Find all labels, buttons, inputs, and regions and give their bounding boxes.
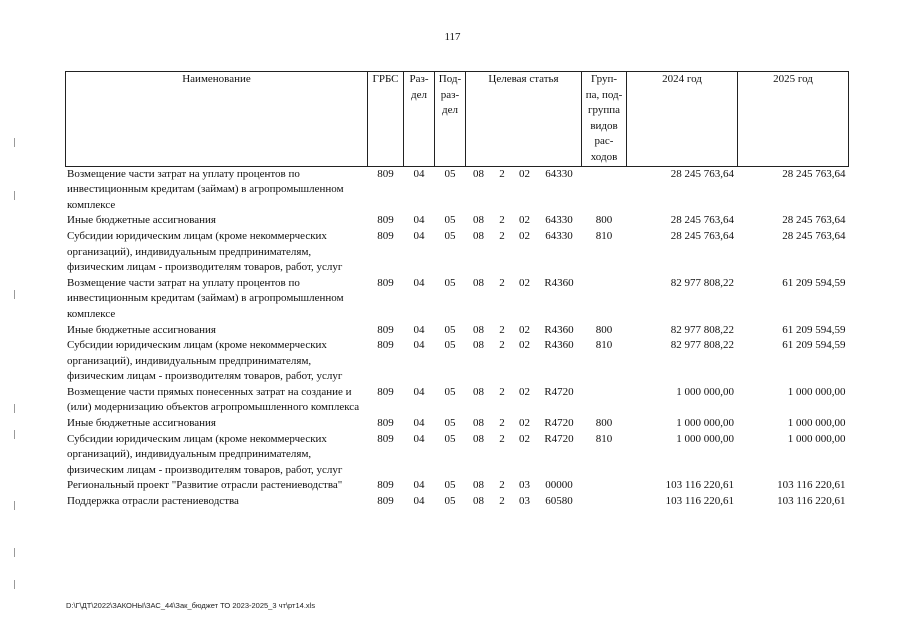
header-podrazdel: Под- раз- дел	[435, 72, 466, 167]
budget-table	[65, 71, 849, 510]
row-target-direction: R4360	[544, 323, 574, 336]
row-grbs: 809	[377, 214, 394, 227]
row-podrazdel: 05	[444, 276, 456, 289]
row-razdel: 04	[413, 229, 425, 242]
row-expense-group	[582, 385, 627, 416]
row-name: Субсидии юридическим лицам (кроме некоммерческих организаций), индивидуальным предпринимателям, физическим лицам - производителям товаров, работ, услуг	[67, 339, 343, 383]
table-row	[66, 229, 849, 276]
row-grbs: 809	[377, 229, 394, 242]
row-target-event: 02	[519, 276, 530, 289]
table-row	[66, 385, 849, 416]
row-target-program: 08	[473, 385, 484, 398]
header-target-article: Целевая статья	[466, 72, 582, 167]
row-razdel: 04	[413, 323, 425, 336]
row-amount-2024: 82 977 808,22	[670, 323, 734, 336]
row-expense-group: 810	[595, 432, 613, 445]
row-name: Возмещение части затрат на уплату процентов по инвестиционным кредитам (займам) в агропромышленном комплексе	[67, 276, 344, 320]
table-header-row	[66, 72, 849, 167]
row-target-program: 08	[473, 229, 484, 242]
row-target-direction: R4360	[544, 339, 574, 352]
row-target-program: 08	[473, 417, 484, 430]
row-name: Субсидии юридическим лицам (кроме некоммерческих организаций), индивидуальным предпринимателям, физическим лицам - производителям товаров, работ, услуг	[67, 432, 343, 476]
row-razdel: 04	[413, 167, 425, 180]
row-grbs: 809	[377, 339, 394, 352]
row-razdel: 04	[413, 385, 425, 398]
header-2025: 2025 год	[738, 72, 849, 167]
row-amount-2025: 1 000 000,00	[787, 385, 846, 398]
row-podrazdel: 05	[444, 385, 456, 398]
row-target-subprogram: 2	[499, 495, 505, 508]
row-target-direction: 00000	[545, 479, 573, 492]
row-grbs: 809	[377, 432, 394, 445]
row-target-program: 08	[473, 167, 484, 180]
header-expense-group: Груп- па, под- группа видов рас- ходов	[582, 72, 627, 167]
row-target-event: 02	[519, 323, 530, 336]
row-target-event: 02	[519, 167, 530, 180]
row-podrazdel: 05	[444, 417, 456, 430]
row-amount-2024: 28 245 763,64	[670, 229, 734, 242]
row-target-subprogram: 2	[499, 417, 505, 430]
row-grbs: 809	[377, 495, 394, 508]
table-row	[66, 213, 849, 229]
margin-mark	[14, 580, 15, 589]
row-target-program: 08	[473, 432, 484, 445]
row-razdel: 04	[413, 432, 425, 445]
row-target-event: 02	[519, 229, 530, 242]
row-amount-2025: 28 245 763,64	[782, 214, 846, 227]
row-target-subprogram: 2	[499, 167, 505, 180]
margin-mark	[14, 290, 15, 299]
row-amount-2024: 103 116 220,61	[665, 495, 734, 508]
row-target-subprogram: 2	[499, 339, 505, 352]
row-target-direction: R4360	[544, 276, 574, 289]
margin-mark	[14, 501, 15, 510]
table-row	[66, 478, 849, 494]
row-target-subprogram: 2	[499, 276, 505, 289]
row-podrazdel: 05	[444, 214, 456, 227]
row-podrazdel: 05	[444, 432, 456, 445]
row-amount-2025: 61 209 594,59	[782, 339, 846, 352]
row-target-subprogram: 2	[499, 479, 505, 492]
row-expense-group	[582, 166, 627, 213]
row-amount-2024: 1 000 000,00	[676, 417, 734, 430]
table-row	[66, 323, 849, 339]
row-target-subprogram: 2	[499, 432, 505, 445]
row-target-subprogram: 2	[499, 229, 505, 242]
row-razdel: 04	[413, 339, 425, 352]
row-target-event: 03	[519, 479, 530, 492]
row-grbs: 809	[377, 276, 394, 289]
table-row	[66, 494, 849, 510]
row-podrazdel: 05	[444, 323, 456, 336]
row-amount-2024: 1 000 000,00	[676, 432, 734, 445]
row-amount-2024: 28 245 763,64	[670, 214, 734, 227]
row-target-event: 02	[519, 417, 530, 430]
row-target-event: 02	[519, 385, 530, 398]
margin-mark	[14, 138, 15, 147]
row-expense-group	[582, 478, 627, 494]
row-target-subprogram: 2	[499, 323, 505, 336]
margin-mark	[14, 404, 15, 413]
row-name: Региональный проект "Развитие отрасли растениеводства"	[67, 479, 343, 492]
row-expense-group: 800	[595, 214, 613, 227]
row-podrazdel: 05	[444, 495, 456, 508]
row-target-event: 02	[519, 214, 530, 227]
row-amount-2025: 28 245 763,64	[782, 167, 846, 180]
row-razdel: 04	[413, 417, 425, 430]
row-target-direction: 60580	[545, 495, 573, 508]
row-target-event: 03	[519, 495, 530, 508]
row-target-program: 08	[473, 339, 484, 352]
row-target-direction: 64330	[545, 167, 573, 180]
row-razdel: 04	[413, 276, 425, 289]
row-grbs: 809	[377, 167, 394, 180]
table-row	[66, 166, 849, 213]
row-target-subprogram: 2	[499, 385, 505, 398]
row-expense-group: 810	[595, 229, 613, 242]
row-amount-2025: 61 209 594,59	[782, 276, 846, 289]
row-razdel: 04	[413, 495, 425, 508]
row-target-direction: R4720	[544, 417, 574, 430]
table-row	[66, 276, 849, 323]
header-grbs: ГРБС	[368, 72, 404, 167]
table-row	[66, 416, 849, 432]
row-grbs: 809	[377, 385, 394, 398]
row-podrazdel: 05	[444, 339, 456, 352]
row-amount-2025: 28 245 763,64	[782, 229, 846, 242]
row-podrazdel: 05	[444, 479, 456, 492]
row-amount-2025: 103 116 220,61	[777, 495, 846, 508]
row-name: Иные бюджетные ассигнования	[67, 323, 216, 336]
row-razdel: 04	[413, 214, 425, 227]
row-target-program: 08	[473, 214, 484, 227]
row-name: Поддержка отрасли растениеводства	[67, 495, 239, 508]
row-amount-2024: 82 977 808,22	[670, 276, 734, 289]
row-amount-2024: 1 000 000,00	[676, 385, 734, 398]
row-amount-2024: 82 977 808,22	[670, 339, 734, 352]
file-path-footer: D:\Г\ДТ\2022\ЗАКОНЫ\ЗАС_44\Зак_бюджет ТО 2023-2025_3 чт\рт14.xls	[66, 601, 316, 610]
row-amount-2025: 1 000 000,00	[787, 432, 846, 445]
row-target-event: 02	[519, 339, 530, 352]
row-name: Иные бюджетные ассигнования	[67, 417, 216, 430]
row-expense-group: 810	[595, 339, 613, 352]
header-name: Наименование	[66, 72, 368, 167]
margin-mark	[14, 430, 15, 439]
row-podrazdel: 05	[444, 167, 456, 180]
header-razdel: Раз- дел	[404, 72, 435, 167]
row-target-event: 02	[519, 432, 530, 445]
row-expense-group	[582, 494, 627, 510]
row-target-program: 08	[473, 479, 484, 492]
table-row	[66, 338, 849, 385]
row-grbs: 809	[377, 417, 394, 430]
table-row	[66, 432, 849, 479]
row-expense-group: 800	[595, 417, 613, 430]
row-target-direction: R4720	[544, 432, 574, 445]
row-target-direction: R4720	[544, 385, 574, 398]
row-grbs: 809	[377, 323, 394, 336]
row-target-direction: 64330	[545, 214, 573, 227]
header-2024: 2024 год	[627, 72, 738, 167]
row-target-program: 08	[473, 276, 484, 289]
row-name: Субсидии юридическим лицам (кроме некоммерческих организаций), индивидуальным предпринимателям, физическим лицам - производителям товаров, работ, услуг	[67, 229, 343, 274]
row-amount-2025: 1 000 000,00	[787, 417, 846, 430]
row-target-program: 08	[473, 323, 484, 336]
row-amount-2025: 61 209 594,59	[782, 323, 846, 336]
margin-mark	[14, 191, 15, 200]
row-name: Возмещение части прямых понесенных затрат на создание и (или) модернизацию объектов агропромышленного комплекса	[67, 385, 360, 414]
row-amount-2024: 28 245 763,64	[670, 167, 734, 180]
row-amount-2025: 103 116 220,61	[777, 479, 846, 492]
row-target-subprogram: 2	[499, 214, 505, 227]
row-target-program: 08	[473, 495, 484, 508]
row-expense-group: 800	[595, 323, 613, 336]
row-name: Иные бюджетные ассигнования	[67, 214, 216, 227]
margin-mark	[14, 548, 15, 557]
page-number: 117	[444, 31, 461, 43]
row-razdel: 04	[413, 479, 425, 492]
row-target-direction: 64330	[545, 229, 573, 242]
row-name: Возмещение части затрат на уплату процентов по инвестиционным кредитам (займам) в агропромышленном комплексе	[67, 167, 344, 211]
row-amount-2024: 103 116 220,61	[665, 479, 734, 492]
row-podrazdel: 05	[444, 229, 456, 242]
row-grbs: 809	[377, 479, 394, 492]
row-expense-group	[582, 276, 627, 323]
